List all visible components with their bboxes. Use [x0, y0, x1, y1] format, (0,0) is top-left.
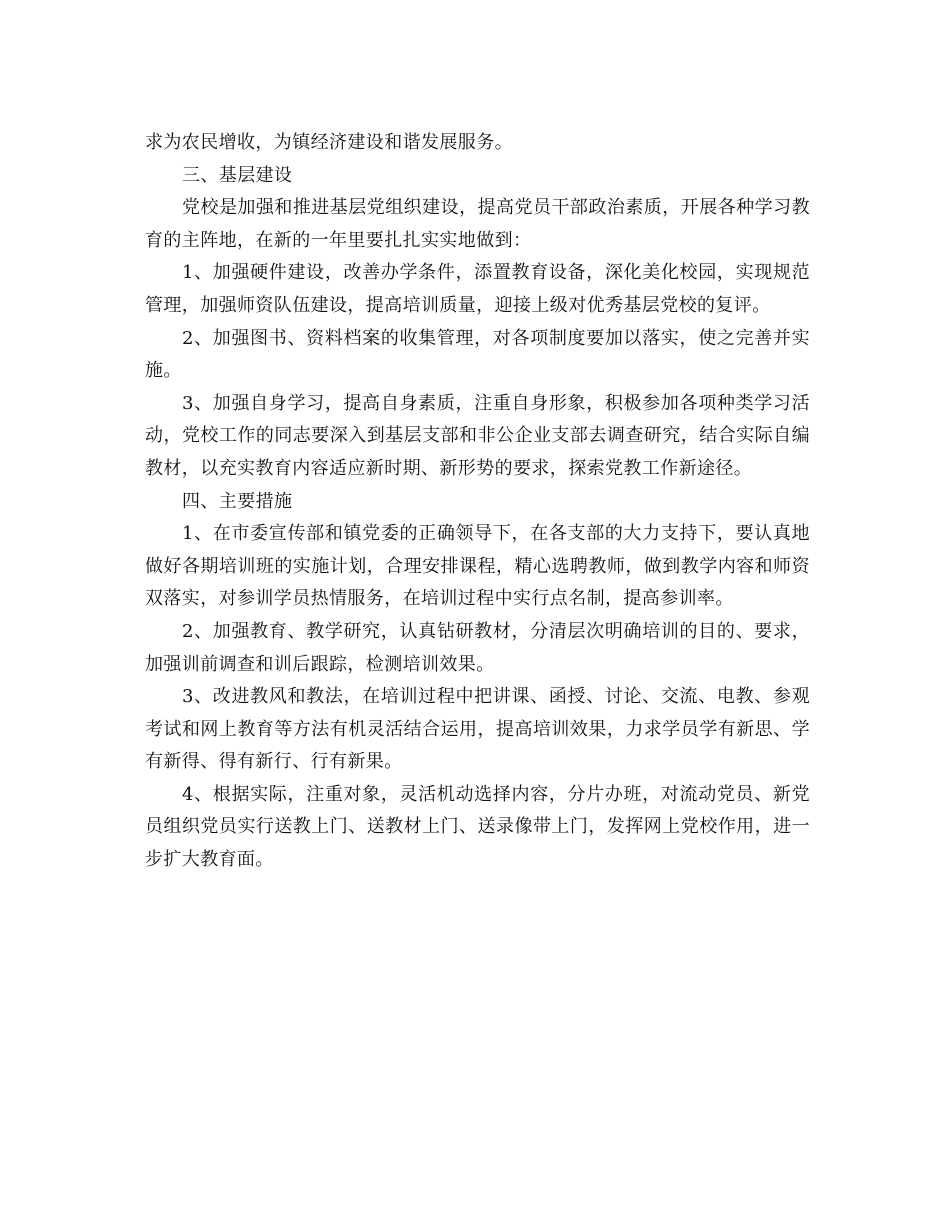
document-body [145, 127, 810, 877]
paragraph-measure-4-outreach: 4、根据实际，注重对象，灵活机动选择内容，分片办班，对流动党员、新党员组织党员实行送教上门、送教材上门、送录像带上门，发挥网上党校作用，进一步扩大教育面。 [145, 783, 810, 871]
section-heading-grassroots-construction: 三、基层建设 [182, 164, 293, 186]
paragraph-item-3-self-study: 3、加强自身学习，提高自身素质，注重自身形象，积极参加各项种类学习活动，党校工作的同志要深入到基层支部和非公企业支部去调查研究，结合实际自编教材，以充实教育内容适应新时期、新形势的要求，探索党教工作新途径。 [145, 392, 810, 479]
section-heading-main-measures: 四、主要措施 [182, 490, 293, 512]
paragraph-party-school-role: 党校是加强和推进基层党组织建设，提高党员干部政治素质，开展各种学习教育的主阵地，在新的一年里要扎扎实实地做到： [145, 197, 810, 251]
paragraph-measure-2-research: 2、加强教育、教学研究，认真钻研教材，分清层次明确培训的目的、要求，加强训前调查和训后跟踪，检测培训效果。 [145, 620, 810, 675]
paragraph-item-1-hardware: 1、加强硬件建设，改善办学条件，添置教育设备，深化美化校园，实现规范管理，加强师资队伍建设，提高培训质量，迎接上级对优秀基层党校的复评。 [145, 262, 810, 316]
paragraph-continuation: 求为农民增收，为镇经济建设和谐发展服务。 [145, 132, 513, 153]
paragraph-measure-3-teaching-methods: 3、改进教风和教法，在培训过程中把讲课、函授、讨论、交流、电教、参观考试和网上教育等方法有机灵活结合运用，提高培训效果，力求学员学有新思、学有新得、得有新行、行有新果。 [145, 686, 810, 773]
paragraph-measure-1-training-plan: 1、在市委宣传部和镇党委的正确领导下，在各支部的大力支持下，要认真地做好各期培训班的实施计划，合理安排课程，精心选聘教师，做到教学内容和师资双落实，对参训学员热情服务，在培训过程中实行点名制，提高参训率。 [145, 523, 810, 610]
paragraph-item-2-archives: 2、加强图书、资料档案的收集管理，对各项制度要加以落实，使之完善并实施。 [145, 327, 810, 382]
